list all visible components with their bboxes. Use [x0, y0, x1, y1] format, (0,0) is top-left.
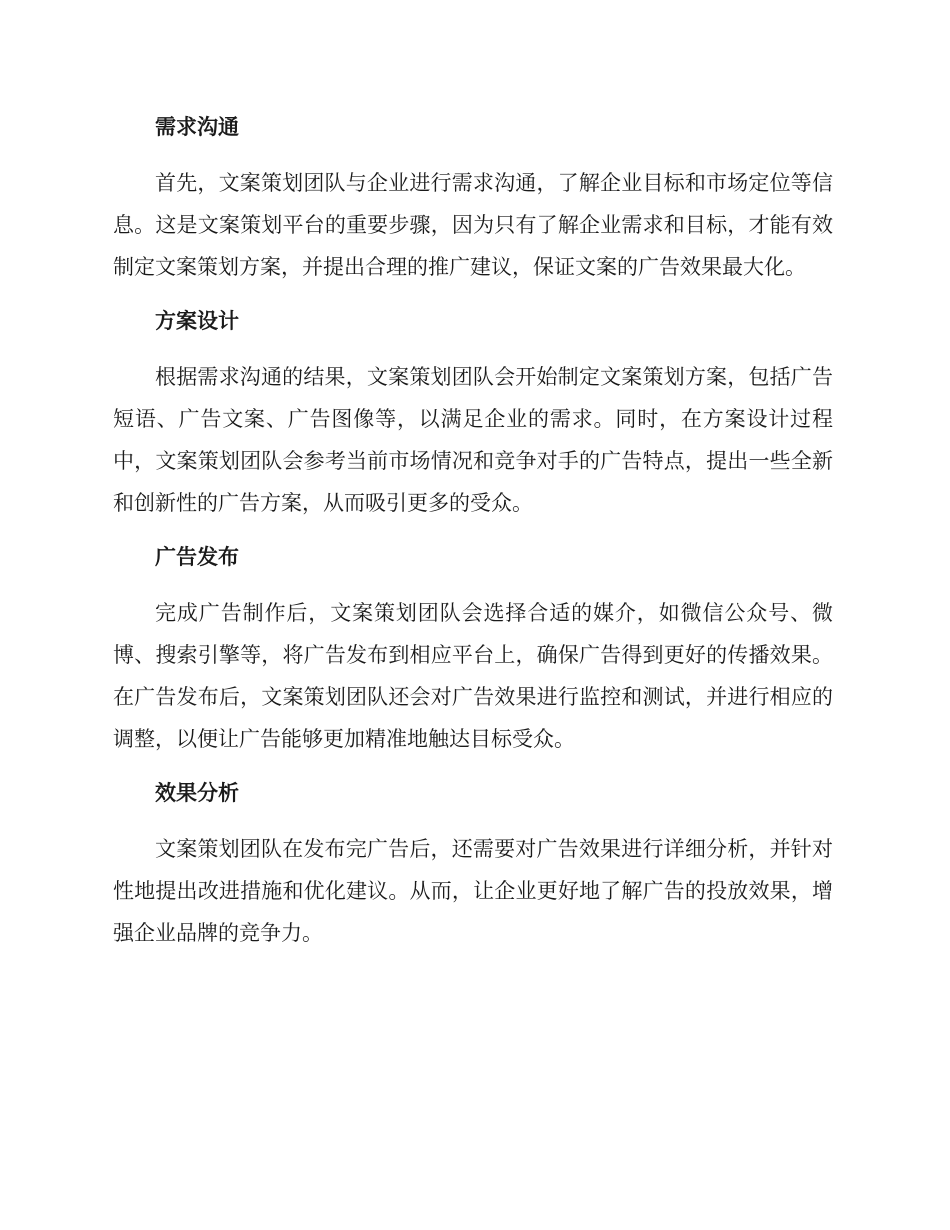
section-paragraph: 完成广告制作后，文案策划团队会选择合适的媒介，如微信公众号、微博、搜索引擎等，将广告发布到相应平台上，确保广告得到更好的传播效果。在广告发布后，文案策划团队还会对广告效果进行监控和测试，并进行相应的调整，以便让广告能够更加精准地触达目标受众。 [113, 601, 833, 751]
section-heading: 方案设计 [155, 309, 239, 333]
section-requirements [113, 108, 833, 288]
section-publish [113, 538, 833, 760]
section-paragraph: 文案策划团队在发布完广告后，还需要对广告效果进行详细分析，并针对性地提出改进措施和优化建议。从而，让企业更好地了解广告的投放效果，增强企业品牌的竞争力。 [113, 837, 833, 945]
section-heading: 需求沟通 [155, 115, 239, 139]
section-heading: 广告发布 [155, 545, 239, 569]
section-analysis [113, 774, 833, 954]
section-heading: 效果分析 [155, 781, 239, 805]
section-paragraph: 首先，文案策划团队与企业进行需求沟通，了解企业目标和市场定位等信息。这是文案策划平台的重要步骤，因为只有了解企业需求和目标，才能有效制定文案策划方案，并提出合理的推广建议，保证文案的广告效果最大化。 [113, 171, 833, 279]
section-design [113, 302, 833, 524]
document-body [113, 108, 833, 968]
section-paragraph: 根据需求沟通的结果，文案策划团队会开始制定文案策划方案，包括广告短语、广告文案、广告图像等，以满足企业的需求。同时，在方案设计过程中，文案策划团队会参考当前市场情况和竞争对手的广告特点，提出一些全新和创新性的广告方案，从而吸引更多的受众。 [113, 365, 833, 515]
